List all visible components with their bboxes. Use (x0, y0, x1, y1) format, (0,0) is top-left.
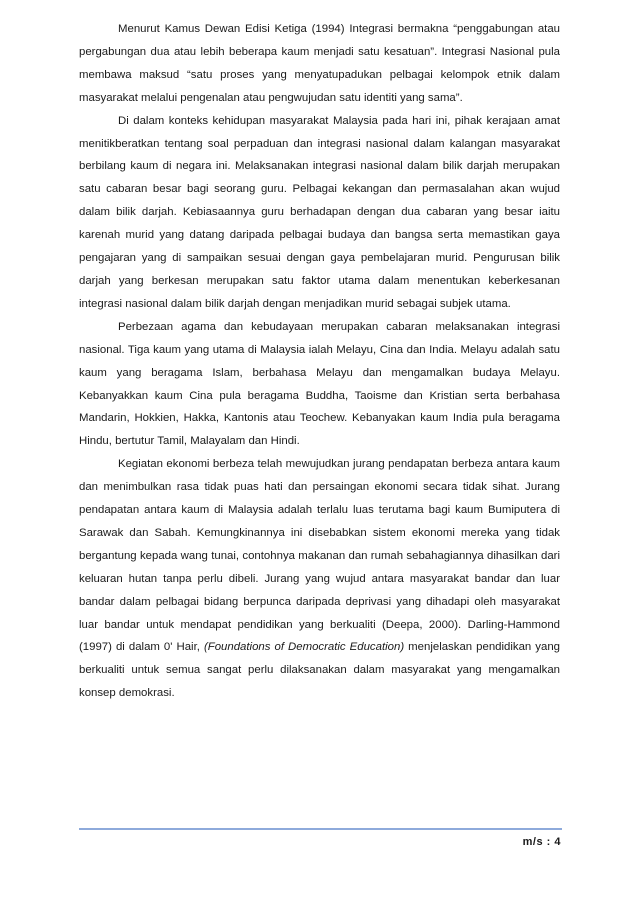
paragraph-religion-culture: Perbezaan agama dan kebudayaan merupakan cabaran melaksanakan integrasi nasional. Tiga kaum yang utama di Malaysia ialah Melayu, Cina dan India. Melayu adalah satu kaum yang beragama Islam, berbahasa Melayu dan mengamalkan budaya Melayu. Kebanyakkan kaum Cina pula beragama Buddha, Taoisme dan Kristian serta berbahasa Mandarin, Hokkien, Hakka, Kantonis atau Teochew. Kebanyakan kaum India pula beragama Hindu, bertutur Tamil, Malayalam dan Hindi. (79, 320, 560, 448)
paragraph-economy-text-start: Kegiatan ekonomi berbeza telah mewujudkan jurang pendapatan berbeza antara kaum dan menimbulkan rasa tidak puas hati dan persaingan ekonomi secara tidak sihat. Jurang pendapatan antara kaum di Malaysia adalah terlalu luas terutama bagi kaum Bumiputera di Sarawak dan Sabah. Kemungkinannya ini disebabkan sistem ekonomi mereka yang tidak bergantung kepada wang tunai, contohnya makanan dan rumah sebahagiannya dihasilkan dari keluaran hutan tanpa perlu dibeli. Jurang yang wujud antara masyarakat bandar dan luar bandar dalam pelbagai bidang berpunca daripada deprivasi yang dihadapi oleh masyarakat luar bandar untuk mendapat pendidikan yang berkualiti (Deepa, 2000). Darling-Hammond (1997) di dalam 0' Hair, (79, 458, 560, 654)
book-title-citation: (Foundations of Democratic Education) (203, 641, 405, 654)
page-number: m/s : 4 (522, 836, 561, 848)
footer-rule (79, 828, 562, 830)
document-body (79, 18, 560, 705)
paragraph-economy-text-end: menjelaskan pendidikan yang berkualiti untuk semua sangat perlu dilaksanakan dalam masyarakat yang mengamalkan konsep demokrasi. (79, 641, 560, 700)
paragraph-context: Di dalam konteks kehidupan masyarakat Malaysia pada hari ini, pihak kerajaan amat menitikberatkan tentang soal perpaduan dan integrasi nasional dalam kalangan masyarakat berbilang kaum di negara ini. Melaksanakan integrasi nasional dalam bilik darjah merupakan satu cabaran besar bagi seorang guru. Pelbagai kekangan dan permasalahan akan wujud dalam bilik darjah. Kebiasaannya guru berhadapan dengan dua cabaran yang besar iaitu karenah murid yang datang daripada pelbagai budaya dan bangsa serta memastikan gaya pengajaran yang di sampaikan sesuai dengan gaya pembelajaran murid. Pengurusan bilik darjah yang berkesan merupakan satu faktor utama dalam menentukan keberkesanan integrasi nasional dalam bilik darjah dengan menjadikan murid sebagai subjek utama. (79, 114, 560, 310)
paragraph-definition: Menurut Kamus Dewan Edisi Ketiga (1994) Integrasi bermakna “penggabungan atau pergabungan dua atau lebih beberapa kaum menjadi satu kesatuan”. Integrasi Nasional pula membawa maksud “satu proses yang menyatupadukan pelbagai kelompok etnik dalam masyarakat melalui pengenalan atau pengwujudan satu identiti yang sama”. (79, 23, 560, 104)
paragraph-economy (79, 453, 560, 705)
